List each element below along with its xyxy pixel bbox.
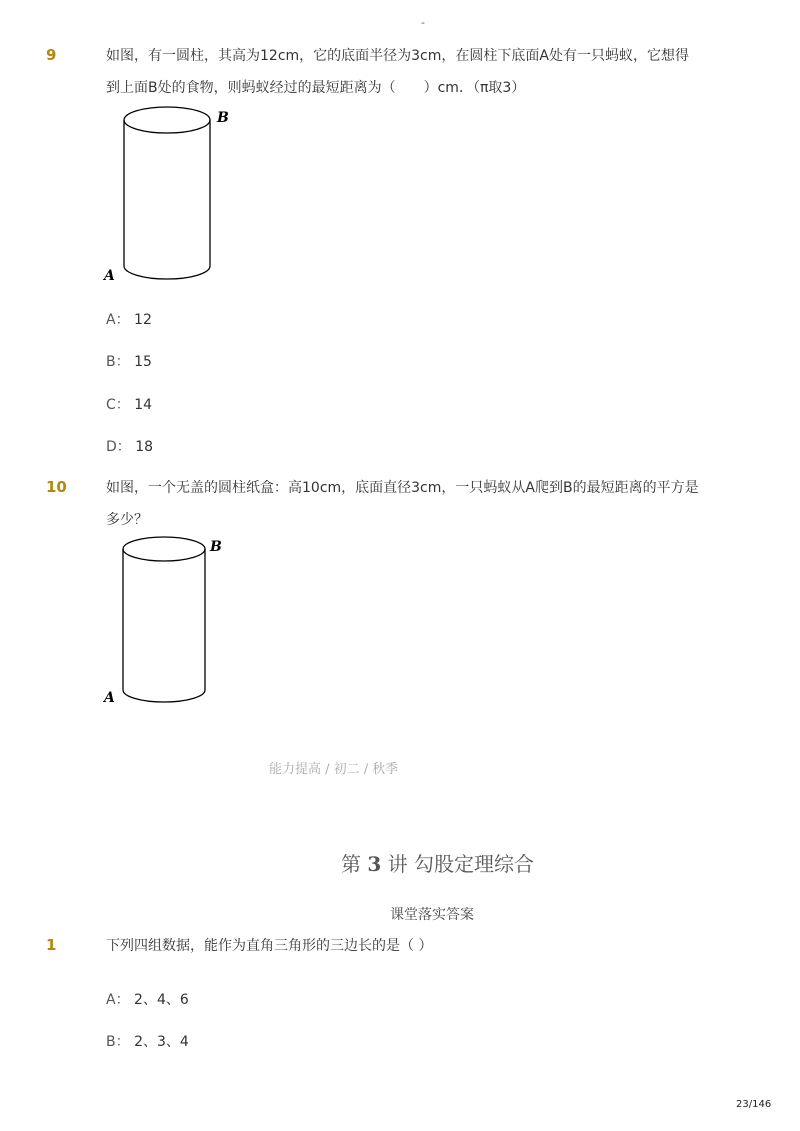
option-a[interactable] [106, 989, 189, 1009]
lecture-number: 3 [367, 852, 382, 876]
option-value: 12 [134, 312, 152, 328]
question-text-line: 下列四组数据，能作为直角三角形的三边长的是（ ） [106, 938, 433, 954]
question-number: 9 [46, 46, 57, 64]
cylinder-figure [100, 100, 240, 290]
question-number: 10 [46, 478, 67, 496]
option-b[interactable] [106, 1031, 189, 1051]
option-value: 2、4、6 [134, 992, 189, 1008]
option-label: A： [106, 312, 130, 328]
point-label-a: A [104, 268, 115, 284]
option-value: 2、3、4 [134, 1034, 189, 1050]
point-label-b: B [210, 539, 222, 555]
option-c[interactable] [106, 394, 152, 414]
option-value: 18 [135, 439, 154, 455]
page-number: 23/146 [736, 1099, 772, 1110]
lecture-name: 讲 勾股定理综合 [387, 852, 534, 876]
option-value: 14 [134, 397, 153, 413]
question-text-line: 如图，有一圆柱，其高为12cm，它的底面半径为3cm，在圆柱下底面A处有一只蚂蚁，它想得 [106, 48, 689, 64]
question-text-line: 多少？ [106, 512, 148, 528]
header-mark: - [421, 16, 425, 29]
question-text-line: 如图，一个无盖的圆柱纸盒：高10cm，底面直径3cm，一只蚂蚁从A爬到B的最短距离的平方是 [106, 480, 699, 496]
option-b[interactable] [106, 351, 152, 371]
option-d[interactable] [106, 436, 153, 456]
lecture-title [341, 848, 534, 877]
option-a[interactable] [106, 309, 152, 329]
option-value: 15 [134, 354, 152, 370]
option-label: B： [106, 354, 130, 370]
cylinder-figure [100, 530, 240, 710]
point-label-a: A [104, 690, 115, 706]
option-label: B： [106, 1034, 130, 1050]
option-label: C： [106, 397, 130, 413]
section-subtitle: 课堂落实答案 [390, 907, 474, 923]
lecture-prefix: 第 [341, 852, 361, 876]
point-label-b: B [217, 110, 229, 126]
option-label: D： [106, 439, 131, 455]
question-number: 1 [46, 936, 57, 954]
course-path: 能力提高 / 初二 / 秋季 [269, 762, 399, 777]
question-text-line: 到上面B处的食物，则蚂蚁经过的最短距离为（ ）cm．（π取3） [106, 80, 526, 96]
option-label: A： [106, 992, 130, 1008]
